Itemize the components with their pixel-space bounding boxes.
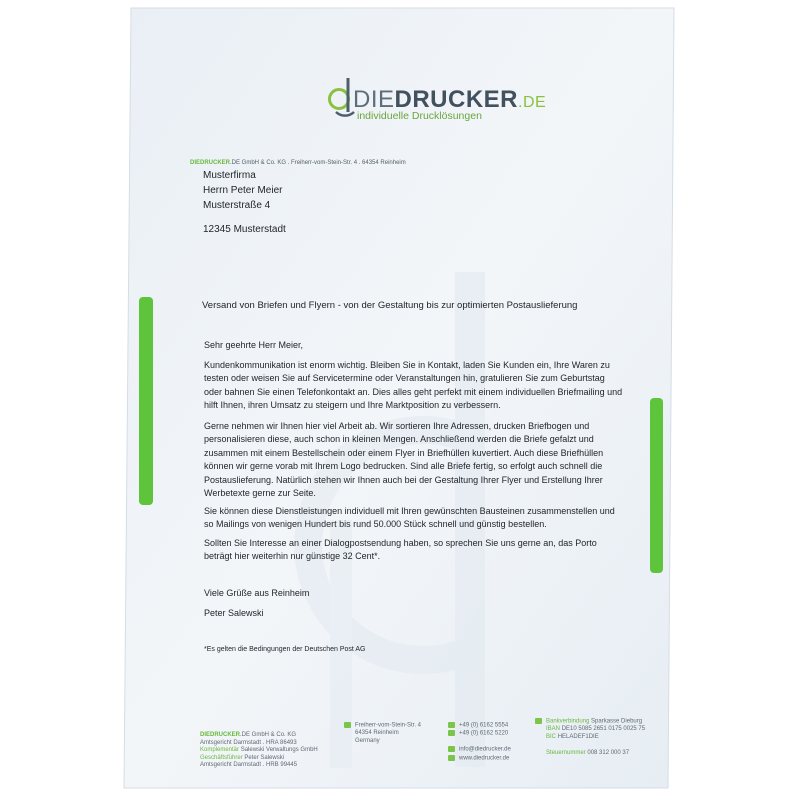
left-green-tab — [139, 297, 153, 505]
recipient-name: Herrn Peter Meier — [203, 185, 283, 196]
footer-contact-block — [448, 722, 511, 763]
footer-director-value: Peter Salewski — [244, 754, 285, 761]
recipient-company: Musterfirma — [203, 170, 256, 181]
fax-icon — [448, 730, 455, 736]
right-green-tab — [650, 398, 663, 573]
sender-rest: .DE GmbH & Co. KG . Freiherr-vom-Stein-Str. 4 . 64354 Reinheim — [230, 160, 406, 166]
footer-managing-director — [200, 755, 318, 763]
recipient-city: 12345 Musterstadt — [203, 224, 286, 235]
body-paragraph: Gerne nehmen wir Ihnen hier viel Arbeit ab. Wir sortieren Ihre Adressen, drucken Briefbogen und personalisieren diese, auch schon in kleinen Mengen. Anschließend werden die Briefe gefalzt und zusammen mit einem Bestellschein oder einem Flyer in Briefhüllen kuvertiert. Auch diese Briefhüllen können wir gerne vorab mit Ihrem Logo bedrucken. Sind alle Briefe fertig, so erfolgt auch schnell die Postauslieferung. Natürlich stehen wir Ihnen auch bei der Gestaltung Ihrer Flyer und Erstellung Ihrer Werbetexte gerne zur Seite. — [204, 421, 604, 499]
footer-company-block — [200, 732, 318, 770]
footer-bank-name: Sparkasse Dieburg — [591, 718, 643, 725]
logo-tagline: individuelle Drucklösungen — [357, 110, 482, 122]
footer-fax: +49 (0) 6162 5220 — [459, 730, 509, 737]
footer-register-hra: Amtsgericht Darmstadt . HRA 86493 — [200, 739, 297, 746]
body-paragraph: Sollten Sie Interesse an einer Dialogpostsendung haben, so sprechen Sie uns gerne an, das Porto beträgt hier weiterhin nur günstige 32 Cent*. — [204, 538, 597, 562]
footer-iban: DE10 5085 2651 0175 0025 75 — [561, 726, 646, 733]
footer-iban-label: IBAN — [546, 726, 561, 733]
footer-bank-block — [535, 718, 645, 758]
footer-partner-label: Komplementär — [200, 747, 240, 754]
footer-company-name — [200, 732, 318, 740]
bank-icon — [535, 718, 542, 724]
signature-name: Peter Salewski — [204, 608, 264, 618]
sender-return-line — [190, 160, 406, 166]
location-icon — [344, 722, 351, 728]
footer-general-partner — [200, 747, 318, 755]
footnote: *Es gelten die Bedingungen der Deutschen Post AG — [204, 646, 366, 653]
footer-tax-label: Steuernummer — [546, 750, 586, 757]
footer-bic: HELADEF1DIE — [557, 733, 599, 740]
closing: Viele Grüße aus Reinheim — [204, 588, 310, 598]
letter-subject: Versand von Briefen und Flyern - von der Gestaltung bis zur optimierten Postauslieferung — [202, 300, 578, 311]
footer-web: www.diedrucker.de — [459, 755, 510, 762]
logo-tld: .DE — [518, 94, 547, 111]
logo-die: DIE — [353, 86, 395, 113]
salutation: Sehr geehrte Herr Meier, — [204, 340, 304, 350]
recipient-street: Musterstraße 4 — [203, 200, 271, 211]
footer-tax-number: 008 312 000 37 — [587, 750, 630, 757]
email-icon — [448, 746, 455, 752]
web-icon — [448, 755, 455, 761]
footer-partner-value: Salewski Verwaltungs GmbH — [240, 747, 318, 754]
logo-drucker: DRUCKER — [394, 86, 519, 113]
phone-icon — [448, 722, 455, 728]
footer-address-block — [344, 722, 421, 745]
footer-bank-label: Bankverbindung — [546, 718, 590, 725]
sender-brand: DIEDRUCKER — [190, 160, 231, 166]
footer-street: Freiherr-vom-Stein-Str. 4 — [355, 722, 422, 729]
body-paragraph: Kundenkommunikation ist enorm wichtig. Bleiben Sie in Kontakt, laden Sie Kunden ein, Ihre Waren zu testen oder weisen Sie auf Servicetermine oder Veranstaltungen hin, gratulieren Sie zum Geburtstag oder bahnen Sie einen Telefonkontakt an. Dies alles geht perfekt mit einem individuellen Briefmailing und hilft Ihnen, ihren Umsatz zu steigern und Ihre Marktposition zu verbessern. — [204, 360, 623, 411]
footer-director-label: Geschäftsführer — [200, 754, 243, 761]
footer-city: 64354 Reinheim — [355, 730, 399, 737]
footer-phone: +49 (0) 6162 5554 — [459, 722, 509, 729]
body-paragraph: Sie können diese Dienstleistungen individuell mit Ihren gewünschten Bausteinen zusammenstellen und so Mailings von wenigen Hundert bis rund 50.000 Stück schnell und günstig bestellen. — [204, 506, 615, 530]
footer-register-hrb: Amtsgericht Darmstadt . HRB 99445 — [200, 762, 298, 769]
footer-brand-rest: .DE GmbH & Co. KG — [240, 732, 297, 738]
footer-brand: DIEDRUCKER — [200, 732, 241, 738]
footer-country: Germany — [355, 737, 380, 744]
footer-email: info@diedrucker.de — [459, 746, 511, 753]
footer-bic-label: BIC — [546, 733, 557, 740]
